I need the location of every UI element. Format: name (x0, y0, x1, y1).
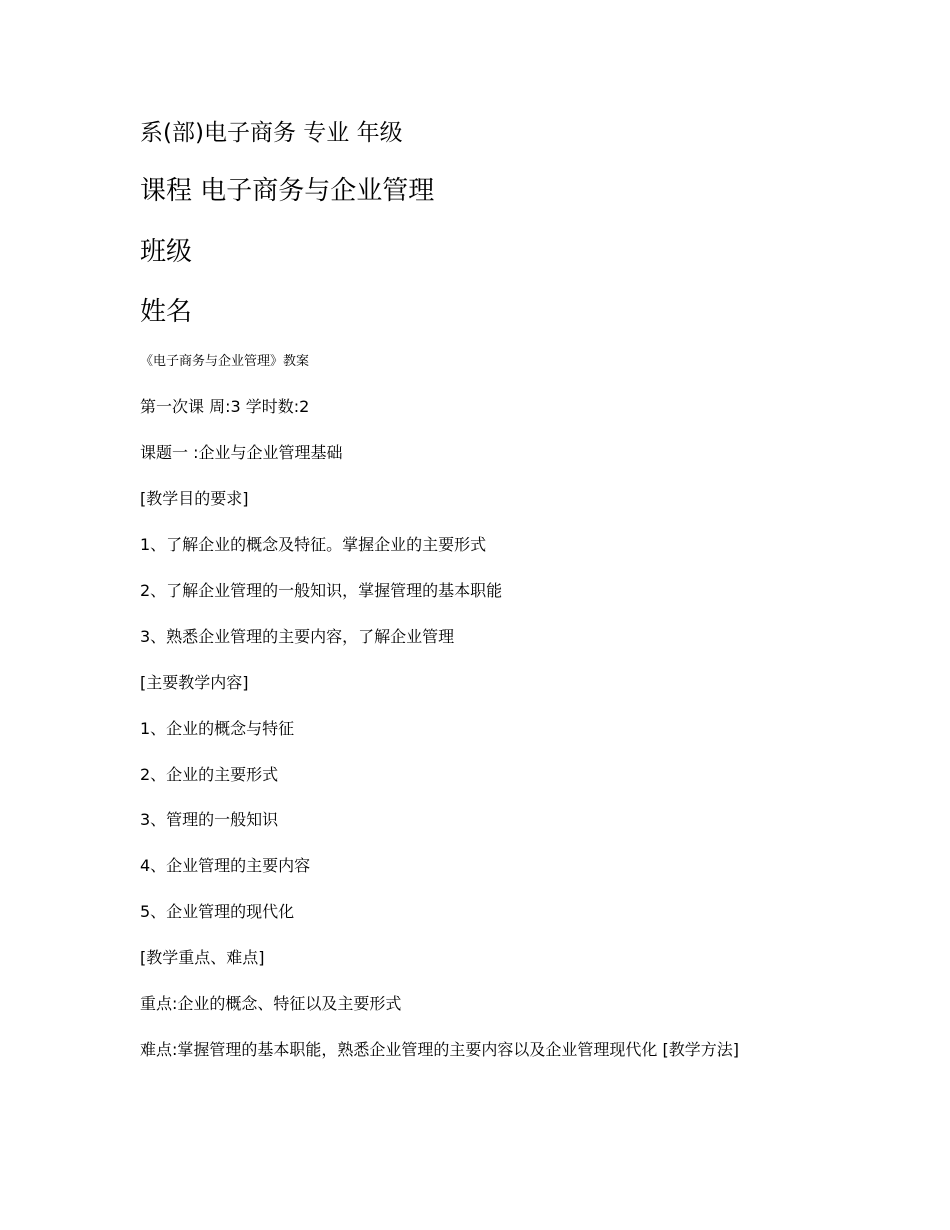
plan-title: 《电子商务与企业管理》教案 (140, 354, 310, 369)
course-line: 课程 电子商务与企业管理 (140, 176, 435, 206)
content-item: 4、企业管理的主要内容 (140, 856, 311, 875)
topic-line: 课题一 :企业与企业管理基础 (140, 443, 343, 462)
section-content-heading: [主要教学内容] (140, 673, 249, 692)
key-point-line: 重点:企业的概念、特征以及主要形式 (140, 994, 402, 1013)
objective-item: 2、了解企业管理的一般知识，掌握管理的基本职能 (140, 581, 503, 600)
content-item: 5、企业管理的现代化 (140, 902, 295, 921)
department-line: 系(部)电子商务 专业 年级 (140, 120, 403, 146)
difficult-point-line: 难点:掌握管理的基本职能，熟悉企业管理的主要内容以及企业管理现代化 [教学方法] (140, 1040, 739, 1059)
content-item: 2、企业的主要形式 (140, 765, 279, 784)
lesson-info: 第一次课 周:3 学时数:2 (140, 397, 310, 416)
class-line: 班级 (140, 237, 193, 267)
section-keypoints-heading: [教学重点、难点] (140, 948, 265, 967)
content-item: 3、管理的一般知识 (140, 810, 279, 829)
content-item: 1、企业的概念与特征 (140, 719, 295, 738)
objective-item: 1、了解企业的概念及特征。掌握企业的主要形式 (140, 535, 487, 554)
name-line: 姓名 (140, 297, 193, 327)
objective-item: 3、熟悉企业管理的主要内容，了解企业管理 (140, 627, 455, 646)
section-objectives-heading: [教学目的要求] (140, 489, 249, 508)
